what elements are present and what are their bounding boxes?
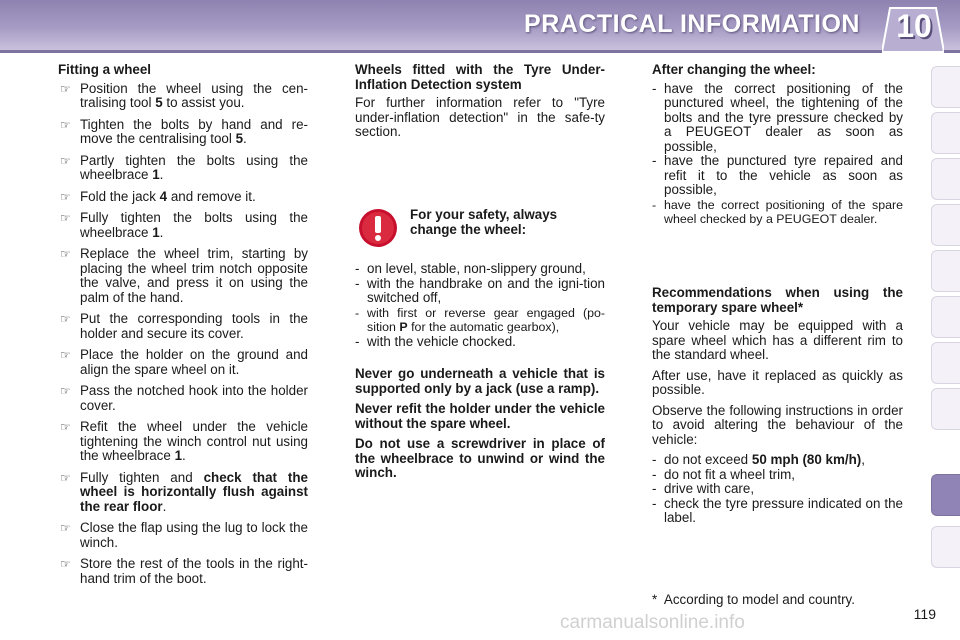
watermark: carmanualsonline.info	[560, 612, 745, 633]
hand-pointer-icon: ☞	[60, 312, 71, 326]
chapter-tab-active[interactable]	[931, 474, 960, 516]
hand-pointer-icon: ☞	[60, 557, 71, 571]
chapter-number: 10	[896, 8, 932, 44]
hand-pointer-icon: ☞	[60, 247, 71, 261]
hand-pointer-icon: ☞	[60, 470, 71, 485]
chapter-tab[interactable]	[931, 526, 960, 568]
list-item: - with first or reverse gear engaged (po-sition P for the automatic gearbox),	[355, 306, 605, 335]
recommendation-paragraph: Your vehicle may be equipped with a spare wheel which has a different rim to the standard wheel.	[652, 318, 903, 362]
list-item: ☞ Fully tighten and check that the wheel is horizontally flush against the rear floor.	[60, 469, 308, 514]
list-item: - drive with care,	[652, 482, 903, 497]
list-item: - with the handbrake on and the igni-tion switched off,	[355, 277, 605, 306]
after-change-list	[652, 82, 903, 227]
hand-pointer-icon: ☞	[60, 81, 71, 96]
list-item: - do not fit a wheel trim,	[652, 468, 903, 483]
section-heading-recommendations: Recommendations when using the temporary spare wheel*	[652, 285, 903, 315]
chapter-tab[interactable]	[931, 388, 960, 430]
list-item: - have the punctured tyre repaired and refit it to the vehicle as soon as possible,	[652, 154, 903, 198]
chapter-tab[interactable]	[931, 66, 960, 108]
warning-holder: Never refit the holder under the vehicle without the spare wheel.	[355, 401, 605, 431]
list-item: ☞ Replace the wheel trim, starting by placing the wheel trim notch opposite the valve, and press it on using the palm of the hand.	[60, 246, 308, 305]
list-item: ☞ Position the wheel using the cen-tralising tool 5 to assist you.	[60, 80, 308, 110]
list-item: ☞ Place the holder on the ground and align the spare wheel on it.	[60, 347, 308, 377]
recommendation-paragraph: After use, have it replaced as quickly as possible.	[652, 367, 903, 397]
hand-pointer-icon: ☞	[60, 348, 71, 362]
safety-conditions-list	[355, 262, 605, 349]
chapter-tab[interactable]	[931, 250, 960, 292]
recommendation-paragraph: Observe the following instructions in order to avoid altering the behaviour of the vehicle:	[652, 402, 903, 447]
column-safety-conditions	[355, 262, 605, 487]
tyre-detection-intro: For further information refer to "Tyre under-inflation detection" in the safe-ty section.	[355, 95, 605, 139]
recommendation-list	[652, 453, 903, 526]
hand-pointer-icon: ☞	[60, 420, 71, 434]
list-item: - have the correct positioning of the punctured wheel, the tightening of the bolts and the tyre pressure checked by a PEUGEOT dealer as soon as possible,	[652, 82, 903, 155]
list-item: ☞ Refit the wheel under the vehicle tightening the winch control nut using the wheelbrace 1.	[60, 419, 308, 463]
section-heading-fitting: Fitting a wheel	[58, 62, 151, 77]
section-heading-after-changing: After changing the wheel:	[652, 62, 816, 77]
header-divider	[0, 50, 960, 53]
list-item: ☞ Close the flap using the lug to lock the winch.	[60, 520, 308, 550]
chapter-tab[interactable]	[931, 158, 960, 200]
warning-exclamation-icon	[358, 208, 398, 248]
chapter-tab[interactable]	[931, 204, 960, 246]
list-item: - with the vehicle chocked.	[355, 335, 605, 350]
list-item: ☞ Fully tighten the bolts using the wheelbrace 1.	[60, 210, 308, 240]
list-item: ☞ Store the rest of the tools in the right-hand trim of the boot.	[60, 556, 308, 586]
warning-title: For your safety, always change the wheel:	[410, 207, 558, 237]
hand-pointer-icon: ☞	[60, 211, 71, 225]
fitting-steps-list	[58, 82, 308, 587]
list-item: ☞ Tighten the bolts by hand and re-move the centralising tool 5.	[60, 116, 308, 146]
hand-pointer-icon: ☞	[60, 384, 71, 398]
column-safety	[355, 63, 605, 146]
list-item: ☞ Pass the notched hook into the holder cover.	[60, 383, 308, 413]
list-item: - have the correct positioning of the spare wheel checked by a PEUGEOT dealer.	[652, 198, 903, 227]
hand-pointer-icon: ☞	[60, 153, 71, 168]
list-item: - do not exceed 50 mph (80 km/h),	[652, 453, 903, 468]
column-recommendations	[652, 286, 903, 532]
hand-pointer-icon: ☞	[60, 189, 71, 204]
list-item: - check the tyre pressure indicated on the label.	[652, 497, 903, 526]
column-fitting-wheel	[58, 63, 308, 593]
list-item: ☞ Partly tighten the bolts using the wheelbrace 1.	[60, 152, 308, 182]
list-item: ☞ Put the corresponding tools in the holder and secure its cover.	[60, 311, 308, 341]
page-title: PRACTICAL INFORMATION	[524, 10, 860, 38]
chapter-tab[interactable]	[931, 112, 960, 154]
chapter-tabs	[928, 66, 960, 576]
page-number: 119	[913, 606, 936, 622]
footnote: * According to model and country.	[652, 592, 855, 607]
list-item: - on level, stable, non-slippery ground,	[355, 262, 605, 277]
chapter-tab[interactable]	[931, 296, 960, 338]
section-heading-tyre-detection: Wheels fitted with the Tyre Under-Inflation Detection system	[355, 62, 605, 92]
hand-pointer-icon: ☞	[60, 117, 71, 132]
warning-screwdriver: Do not use a screwdriver in place of the wheelbrace to unwind or wind the winch.	[355, 436, 605, 480]
hand-pointer-icon: ☞	[60, 521, 71, 535]
warning-jack: Never go underneath a vehicle that is supported only by a jack (use a ramp).	[355, 366, 605, 396]
list-item: ☞ Fold the jack 4 and remove it.	[60, 188, 256, 204]
column-after-change	[652, 63, 903, 233]
chapter-tab[interactable]	[931, 342, 960, 384]
